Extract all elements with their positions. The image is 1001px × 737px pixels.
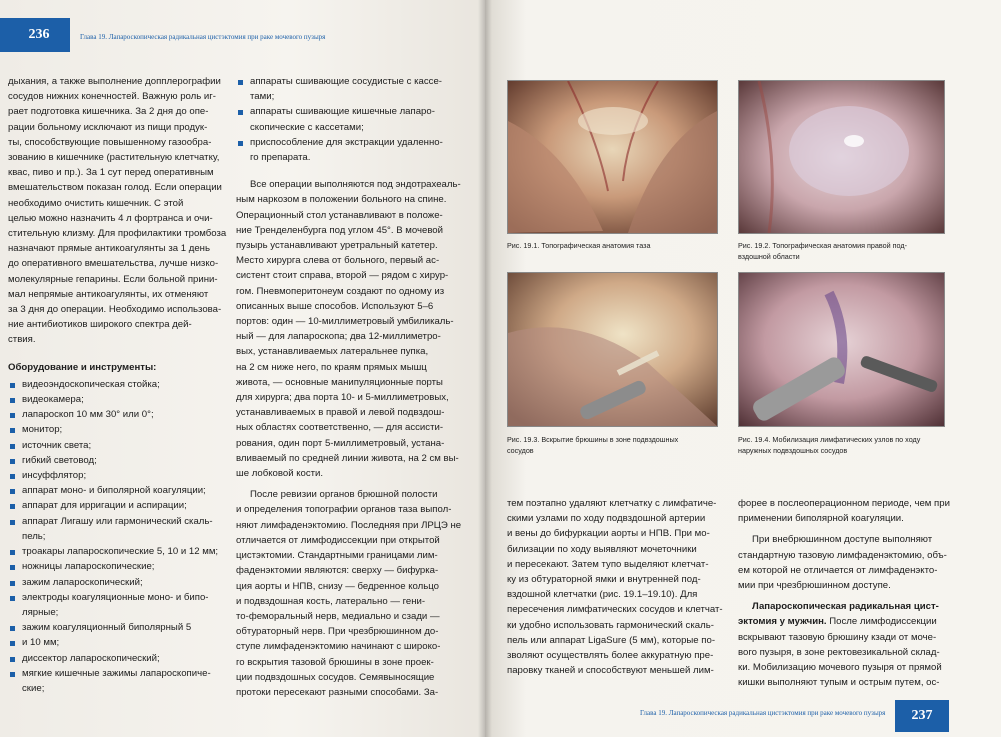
cystectomy-men-heading: Лапароскопическая радикальная цист- <box>752 601 939 613</box>
text-line: ки. Мобилизацию мочевого пузыря от прямой <box>738 662 942 674</box>
text-line: мал непрямые антикоагулянты, их отменяют <box>8 288 209 300</box>
equipment-heading: Оборудование и инструменты: <box>8 361 157 373</box>
list-item: видеокамера; <box>8 392 213 407</box>
list-item: мягкие кишечные зажимы лапароскопиче- <box>8 666 213 681</box>
list-item: инсуффлятор; <box>8 468 213 483</box>
text-line: ку из обтураторной ямки и внутренней под- <box>507 574 701 586</box>
text-line: ция аорты и НПВ, снизу — бедренное кольцо <box>236 580 439 592</box>
extraperitoneal-paragraph <box>738 532 948 593</box>
list-item: го препарата. <box>250 152 311 164</box>
text-line: стительную клизму. Для профилактики тромбоза <box>8 228 227 240</box>
text-line: систент стоит справа, второй — рядом с хирур- <box>236 270 449 282</box>
right-page <box>485 0 1001 737</box>
list-item: аппарат для ирригации и аспирации; <box>8 498 213 513</box>
text-line: ступе лимфаденэктомию начинают с широко- <box>236 641 441 653</box>
text-line: дыхания, а также выполнение допплерографии <box>8 76 221 87</box>
text-line: ем которой не отличается от лимфаденэкто- <box>738 564 938 576</box>
text-line: форее в послеоперационном периоде, чем при <box>738 498 950 509</box>
text-line: вливаемый по средней линии живота, на 2 см вы- <box>236 452 459 464</box>
figure-19-2-image <box>738 80 945 234</box>
left-column-2 <box>236 74 460 700</box>
text-line: за 3 дня до операции. Необходимо использова- <box>8 304 222 316</box>
running-head-left: Глава 19. Лапароскопическая радикальная цистэктомия при раке мочевого пузыря <box>80 33 326 41</box>
list-item: зажим коагуляционный биполярный 5 <box>8 620 213 635</box>
list-item: диссектор лапароскопический; <box>8 651 213 666</box>
text-line: ции подвздошных сосудов. Семявыносящие <box>236 671 435 683</box>
text-line: Все операции выполняются под эндотрахеаль- <box>250 179 461 191</box>
text-line: скими узлами по ходу подвздошной артерии <box>507 513 706 525</box>
lymphorrhea-paragraph <box>738 496 948 526</box>
cystectomy-men-paragraph <box>738 599 948 690</box>
intro-paragraph <box>8 74 227 348</box>
text-line: вого пузыря, в зоне ректовезикальной склад- <box>738 646 940 658</box>
figure-19-4-caption: Рис. 19.4. Мобилизация лимфатических узлов по ходу наружных подвздошных сосудов <box>738 435 921 455</box>
text-line: стандартную тазовую лимфаденэктомию, объ- <box>738 549 947 561</box>
lymphadenectomy-paragraph <box>236 487 460 700</box>
text-line: ный — для лапароскопа; два 12-миллиметро- <box>236 331 441 343</box>
text-line: живота, — основные манипуляционные порты <box>236 376 443 388</box>
text-line: то-феморальный нерв, медиально и сзади — <box>236 610 440 622</box>
text-line: кишки выполняют тупым и острым путем, ос- <box>738 677 940 689</box>
cystectomy-men-heading-2: эктомия у мужчин. <box>738 616 827 628</box>
text-line: го вскрытия тазовой брюшины в зоне проек- <box>236 656 434 668</box>
text-line: отличается от лимфодиссекции при открытой <box>236 534 440 546</box>
list-item: зажим лапароскопический; <box>8 575 213 590</box>
text-line: вздошной клетчатки (рис. 19.1–19.10). Для <box>507 589 698 601</box>
text-line: и пересекают. Затем тупо выделяют клетчат- <box>507 558 709 570</box>
text-line: портов: один — 10-миллиметровый умбиликаль- <box>236 316 454 328</box>
text-line: зволяют осуществлять более аккуратную пре- <box>507 650 714 662</box>
text-line: рает подготовка кишечника. За 2 дня до опе- <box>8 106 209 118</box>
cystectomy-men-intro: После лимфодиссекции <box>826 616 937 628</box>
figure-19-3-image <box>507 272 718 427</box>
list-item: тами; <box>250 91 275 103</box>
list-item: приспособление для экстракции удаленно- <box>236 135 460 150</box>
text-line: зованию в кишечнике (растительную клетчатку, <box>8 152 220 164</box>
list-item: ские; <box>22 682 45 694</box>
text-line: вых, устанавливаемых латеральнее пупка, <box>236 346 429 358</box>
list-item: ножницы лапароскопические; <box>8 559 213 574</box>
text-line: пересечения лимфатических сосудов и клетчат- <box>507 604 723 616</box>
list-item: пель; <box>22 530 46 542</box>
text-line: описанных выше способов. Используют 5–6 <box>236 300 434 312</box>
text-line: ты, способствующие повышенному газообра- <box>8 136 212 148</box>
text-line: пель или аппарат LigaSure (5 мм), которые по- <box>507 634 716 646</box>
text-line: и вены до бифуркации аорты и НПВ. При мо- <box>507 528 710 540</box>
list-item: аппараты сшивающие сосудистые с кассе- <box>236 74 460 89</box>
list-item: скопические с кассетами; <box>250 121 364 133</box>
list-item: аппараты сшивающие кишечные лапаро- <box>236 104 460 119</box>
text-line: и подвздошная кость, латерально — гени- <box>236 595 426 607</box>
equipment-list <box>8 377 219 696</box>
figure-19-3-caption: Рис. 19.3. Вскрытие брюшины в зоне подвздошных сосудов <box>507 435 679 455</box>
text-line: и определения топографии органов таза выпол- <box>236 504 452 516</box>
text-line: ных областях соответственно, — для ассисти- <box>236 422 444 434</box>
text-line: целью можно назначить 4 л фортранса и очи- <box>8 212 213 224</box>
text-line: применении биполярной коагуляции. <box>738 513 904 525</box>
text-line: Операционный стол устанавливают в положе- <box>236 209 443 221</box>
figure-19-1-image <box>507 80 718 234</box>
left-page <box>0 0 485 737</box>
list-item: и 10 мм; <box>8 635 213 650</box>
text-line: фаденэктомии являются: сверху — бифурка- <box>236 565 439 577</box>
text-line: необходимо очистить кишечник. С этой <box>8 197 184 209</box>
book-gutter-shadow <box>478 0 492 737</box>
text-line: квас, пиво и пр.). За 1 сут перед оперативным <box>8 167 214 179</box>
cystectomy-men-text <box>738 630 948 691</box>
page-number-right: 237 <box>895 700 949 732</box>
list-item: аппарат моно- и биполярной коагуляции; <box>8 483 213 498</box>
text-line: на 2 см ниже него, по краям прямых мышц <box>236 361 427 373</box>
text-line: После ревизии органов брюшной полости <box>250 489 438 501</box>
text-line: устанавливаемых в правой и левой подвздош- <box>236 407 445 419</box>
text-line: вмешательством показан голод. Если операции <box>8 182 222 194</box>
text-line: назначают прямые антикоагулянты за 1 день <box>8 243 210 255</box>
equipment-list-continued <box>236 74 460 165</box>
list-item: видеоэндоскопическая стойка; <box>8 377 213 392</box>
running-head-right: Глава 19. Лапароскопическая радикальная цистэктомия при раке мочевого пузыря <box>640 709 886 717</box>
list-item: монитор; <box>8 422 213 437</box>
text-line: Место хирурга слева от больного, первый ас- <box>236 255 440 267</box>
text-line: ние Тренделенбурга под углом 45°. В мочевой <box>236 224 444 236</box>
list-item: электроды коагуляционные моно- и бипо- <box>8 590 213 605</box>
text-line: пузырь устанавливают уретральный катетер. <box>236 240 438 252</box>
right-column-2 <box>738 496 948 690</box>
text-line: рации больному исключают из пищи продук- <box>8 121 208 133</box>
text-line: тем поэтапно удаляют клетчатку с лимфатиче- <box>507 498 717 509</box>
operation-paragraph <box>236 177 460 481</box>
text-line: обтураторный нерв. При чрезбрюшинном до- <box>236 626 439 638</box>
text-line: паровку тканей и способствуют меньшей лим- <box>507 665 714 677</box>
list-item: лярные; <box>22 606 59 618</box>
dissection-paragraph <box>507 496 723 678</box>
text-line: сосудов нижних конечностей. Важную роль иг- <box>8 91 216 103</box>
text-line: При внебрюшинном доступе выполняют <box>752 534 933 546</box>
list-item: лапароскоп 10 мм 30° или 0°; <box>8 407 213 422</box>
text-line: протоки пересекают разными способами. За- <box>236 686 439 698</box>
text-line: до оперативного вмешательства, лучше низко- <box>8 258 219 270</box>
figure-19-1-caption: Рис. 19.1. Топографическая анатомия таза <box>507 241 651 250</box>
text-line: цистэктомии. Стандартными границами лим- <box>236 550 438 562</box>
text-line: ше лобковой кости. <box>236 468 324 480</box>
text-line: ние антибиотиков широкого спектра дей- <box>8 319 192 331</box>
page-number-left: 236 <box>0 18 70 52</box>
left-column-1 <box>8 74 227 696</box>
list-item: гибкий световод; <box>8 453 213 468</box>
figure-19-2-caption: Рис. 19.2. Топографическая анатомия правой под- вздошной области <box>738 241 907 261</box>
text-line: вскрывают тазовую брюшину кзади от моче- <box>738 631 937 643</box>
text-line: билизации по ходу выявляют мочеточники <box>507 543 697 555</box>
text-line: для хирурга; два порта 10- и 5-миллиметровых, <box>236 392 449 404</box>
text-line: ствия. <box>8 334 36 346</box>
text-line: ки удобно использовать гармонический скаль- <box>507 619 714 631</box>
text-line: ным наркозом в положении больного на спине. <box>236 194 447 206</box>
right-column-1 <box>507 496 723 678</box>
text-line: няют лимфаденэктомию. Последняя при ЛРЦЭ не <box>236 519 462 531</box>
list-item: источник света; <box>8 438 213 453</box>
list-item: аппарат Лигашу или гармонический скаль- <box>8 514 213 529</box>
text-line: мии при чрезбрюшинном доступе. <box>738 580 891 592</box>
figure-19-4-image <box>738 272 945 427</box>
text-line: рования, один порт 5-миллиметровый, устана- <box>236 437 445 449</box>
list-item: троакары лапароскопические 5, 10 и 12 мм; <box>8 544 213 559</box>
text-line: гом. Пневмоперитонеум создают по одному из <box>236 285 445 297</box>
text-line: молекулярные гепарины. Если больной прини- <box>8 273 218 285</box>
